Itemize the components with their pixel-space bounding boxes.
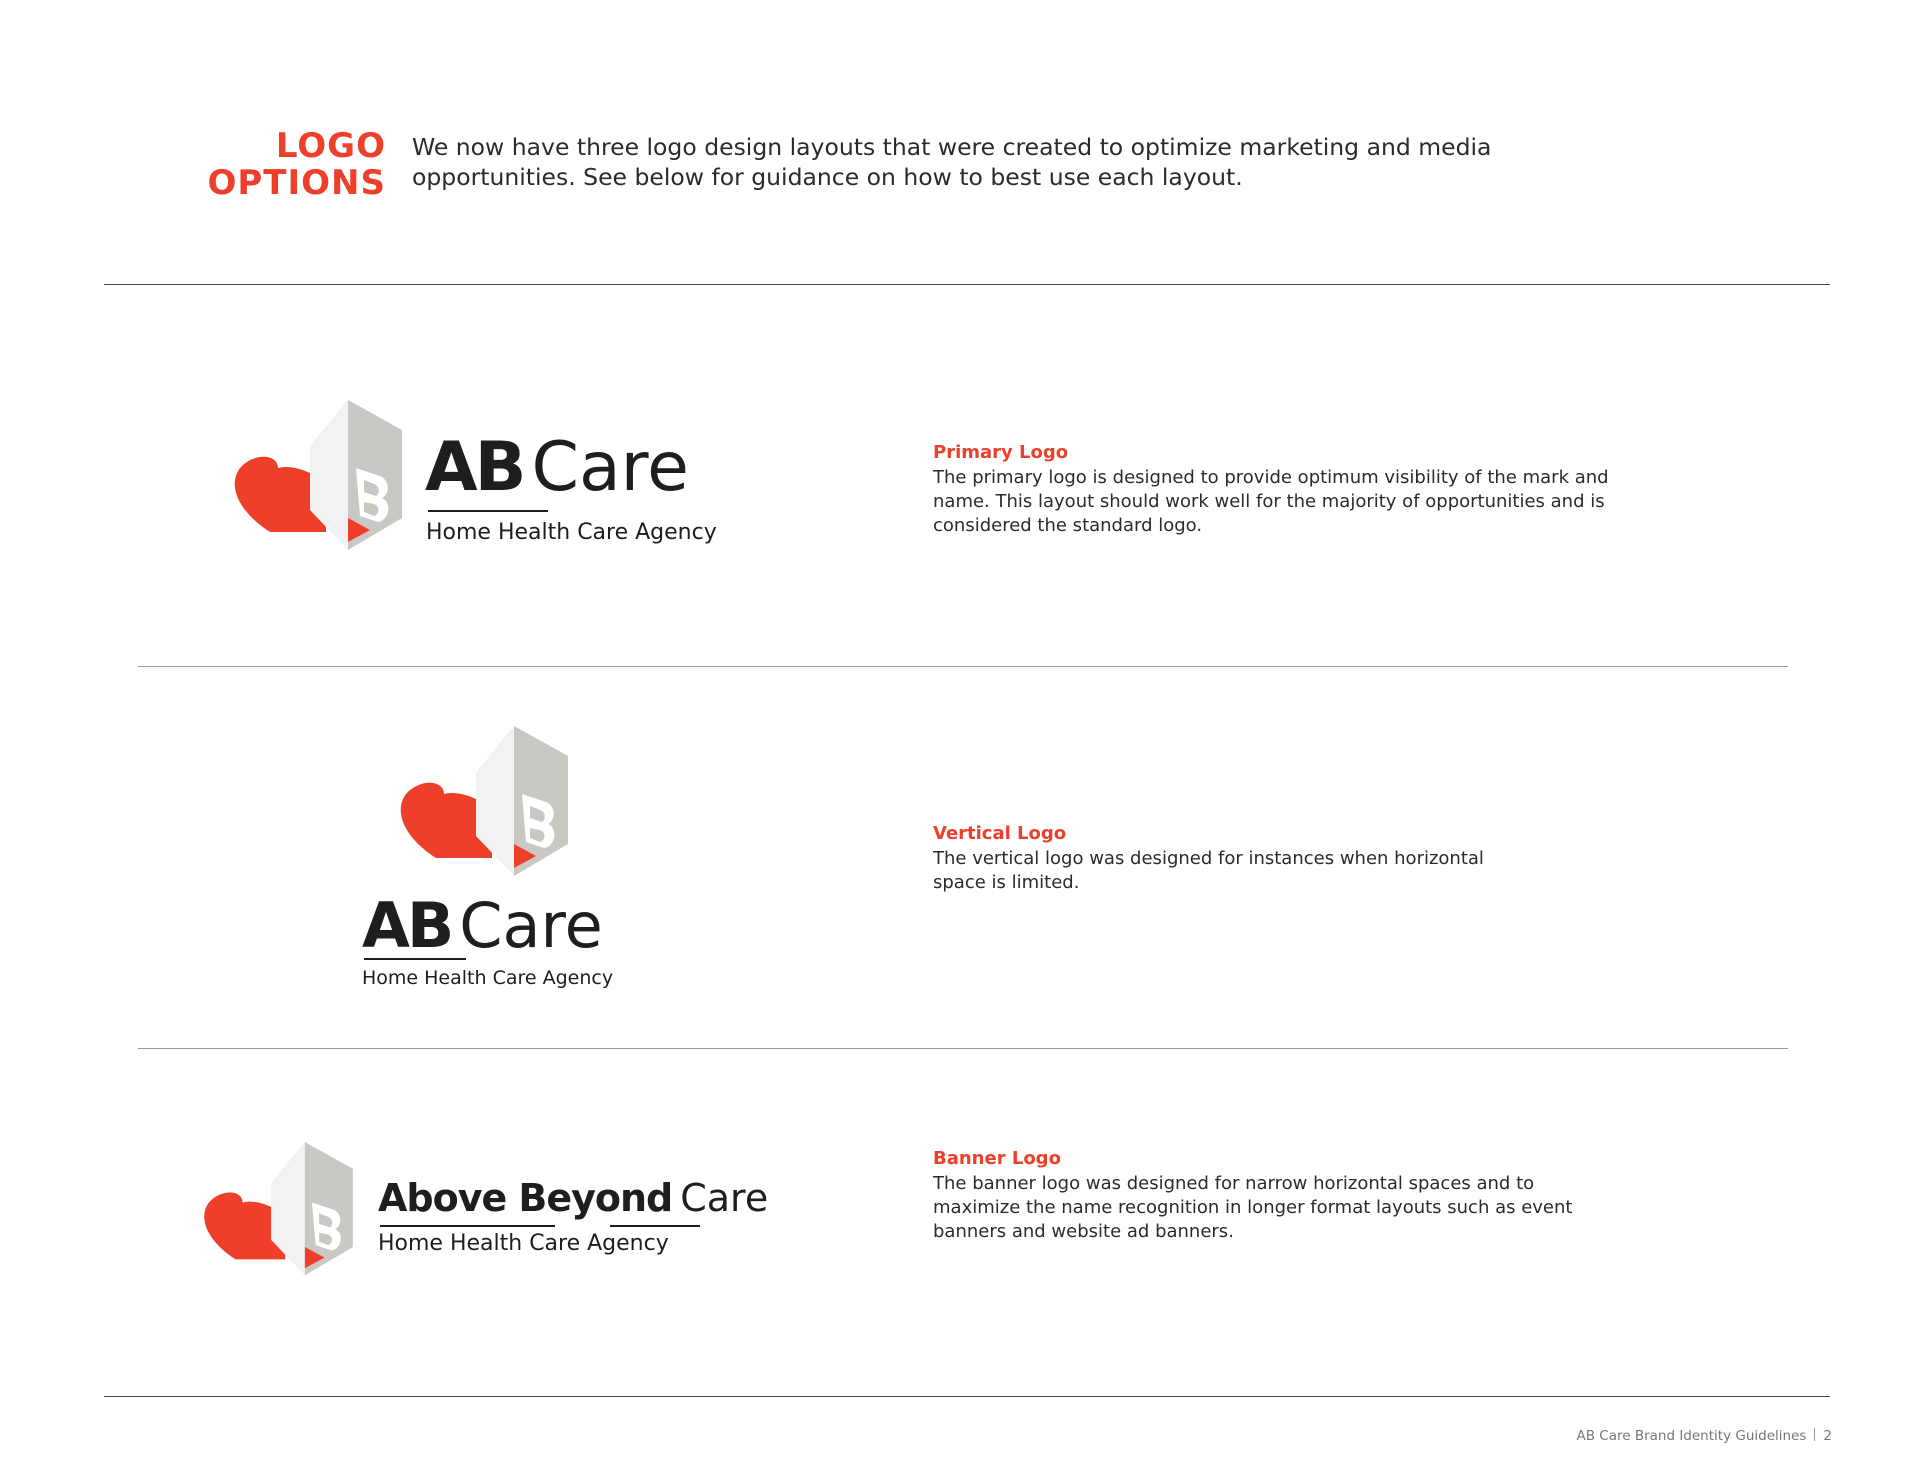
- section-divider-2: [138, 1048, 1788, 1049]
- footer-doc-name: AB Care Brand Identity Guidelines: [1576, 1428, 1807, 1444]
- banner-logo-above: Above: [378, 1176, 507, 1220]
- banner-logo-care: Care: [680, 1176, 769, 1220]
- banner-logo-mark-icon: [200, 1140, 360, 1281]
- vertical-logo-description: The vertical logo was designed for instances when horizontal space is limited.: [933, 848, 1484, 893]
- vertical-logo-mark-icon: [396, 724, 576, 882]
- vertical-logo-wordmark: [362, 889, 603, 962]
- banner-logo-beyond: Beyond: [518, 1176, 673, 1220]
- vertical-logo-care: Care: [459, 889, 603, 962]
- primary-logo-ab: AB: [425, 428, 524, 507]
- footer-page-number: 2: [1823, 1428, 1832, 1444]
- primary-logo-care: Care: [531, 428, 689, 507]
- primary-logo-text: [933, 442, 1613, 538]
- vertical-logo-ab: AB: [362, 889, 452, 962]
- section-divider-1: [138, 666, 1788, 667]
- banner-logo-description: The banner logo was designed for narrow horizontal spaces and to maximize the name recognition in longer format layouts such as event banners and website ad banners.: [933, 1173, 1573, 1242]
- banner-logo-underline-1: [380, 1225, 555, 1227]
- top-divider: [104, 284, 1830, 285]
- footer-separator: [1814, 1428, 1815, 1441]
- vertical-logo-text: [933, 823, 1613, 895]
- primary-logo-title: Primary Logo: [933, 442, 1069, 463]
- page-title-line2: OPTIONS: [207, 163, 386, 203]
- intro-paragraph: We now have three logo design layouts that were created to optimize marketing and media opportunities. See below for guidance on how to best use each layout.: [412, 133, 1492, 191]
- banner-logo-text: [933, 1148, 1613, 1244]
- vertical-logo-title: Vertical Logo: [933, 823, 1067, 844]
- primary-logo-description: The primary logo is designed to provide optimum visibility of the mark and name. This layout should work well for the majority of opportunities and is considered the standard logo.: [933, 467, 1609, 536]
- page-footer: [1576, 1428, 1832, 1444]
- page-title: [150, 128, 386, 202]
- bottom-divider: [104, 1396, 1830, 1397]
- primary-logo-tagline: Home Health Care Agency: [426, 520, 717, 545]
- banner-logo-underline-2: [610, 1225, 700, 1227]
- page-title-line1: LOGO: [275, 126, 386, 166]
- primary-logo-wordmark: [425, 428, 689, 507]
- banner-logo-title: Banner Logo: [933, 1148, 1061, 1169]
- vertical-logo-underline: [364, 958, 466, 960]
- vertical-logo-tagline: Home Health Care Agency: [362, 967, 614, 989]
- banner-logo-tagline: Home Health Care Agency: [378, 1231, 669, 1256]
- primary-logo-mark-icon: [230, 398, 410, 556]
- banner-logo-wordmark: [378, 1176, 768, 1220]
- primary-logo-underline: [428, 510, 548, 512]
